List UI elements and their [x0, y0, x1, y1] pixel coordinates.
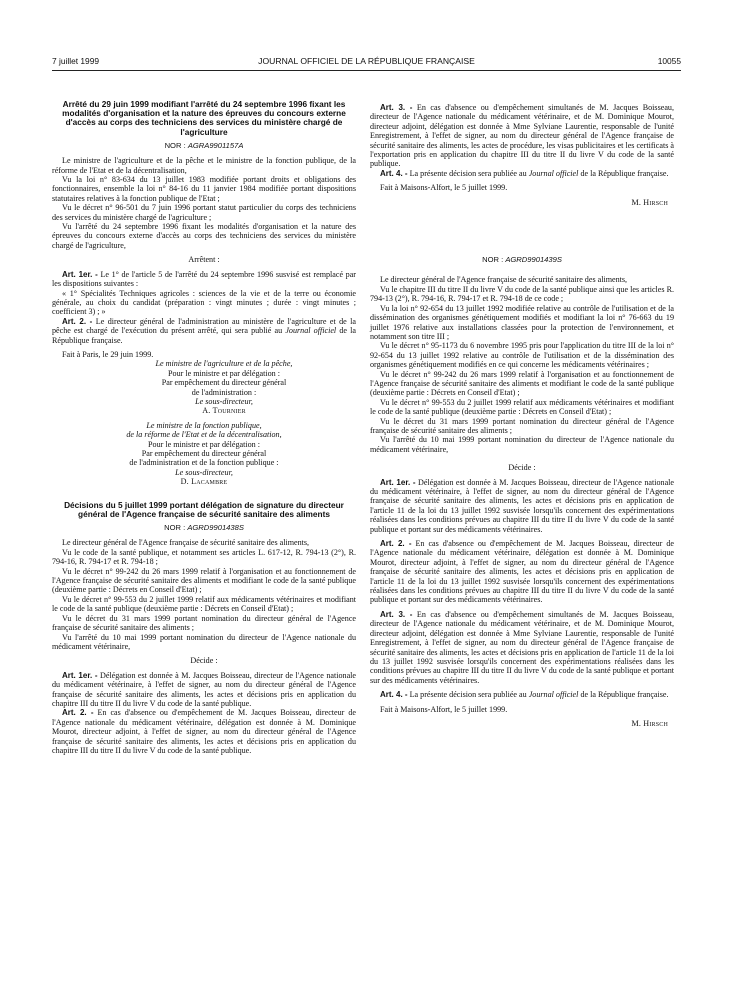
article-quote: « 1° Spécialités Techniques agricoles : sciences de la vie et de la terre ou économie générale, au choix du candidat (préparation : vingt minutes ; durée : vingt minutes ; coefficient 3) ; » [52, 288, 356, 317]
journal-officiel-ref: Journal officiel [285, 326, 337, 336]
article-label: Art. 1er. - [380, 477, 416, 487]
journal-officiel-ref: Journal officiel [528, 690, 579, 700]
decide-heading: Décide : [508, 463, 536, 473]
article-label: Art. 1er. - [62, 670, 98, 680]
preamble: Le ministre de l'agriculture et de la pêche et le ministre de la fonction publique, de la réforme de l'Etat et de la décentralisation, [52, 156, 356, 175]
article-3 [370, 610, 674, 685]
fait-a: Fait à Maisons-Alfort, le 5 juillet 1999. [380, 183, 508, 193]
article-label: Art. 3. - [380, 609, 413, 619]
signatory-name: M. Hirsch [631, 718, 668, 728]
signature-line: Par empêchement du directeur général [161, 378, 287, 388]
article-text: En cas d'absence ou d'empêchement simultanés de M. Jacques Boisseau, directeur de l'Agence nationale du médicament vétérinaire, et de M. Dominique Mourot, directeur adjoint, délégation est donnée à Mme Sylviane Laurentie, responsable de l'unité Enregistrement, à l'effet de signer, au nom du directeur général de l'Agence française de sécurité sanitaire des aliments, les actes et décisions pris en application de l'article 11 de la loi du 13 juillet 1992 susvisée lorsqu'ils concernent des expérimentations réalisées dans les conditions prévues au chapitre III du titre II du livre V du code de la santé publique et portant sur des médicaments vétérinaires. [370, 609, 674, 685]
decide-heading: Décide : [190, 656, 218, 666]
article-text: En cas d'absence ou d'empêchement de M. Jacques Boisseau, directeur de l'Agence nationale du médicament vétérinaire, délégation est donnée à M. Dominique Mourot, directeur adjoint, à l'effet de signer, au nom du directeur général de l'Agence française de sécurité sanitaire des aliments, les actes et décisions pris en application du chapitre III du titre II du livre V du code de la santé publique. [52, 708, 356, 755]
journal-title: JOURNAL OFFICIEL DE LA RÉPUBLIQUE FRANÇAISE [258, 56, 475, 66]
article-text: La présente décision sera publiée au [409, 690, 527, 700]
signature-line: Pour le ministre et par délégation : [148, 439, 260, 449]
nor-code: AGRA9901157A [187, 140, 244, 150]
visa: Vu le décret n° 95-1173 du 6 novembre 1995 pris pour l'application du titre III de la loi n° 92-654 du 13 juillet 1992 relative au contrôle de l'utilisation et de la dissémination des organismes génétiquement modifiés en ce qui concerne les médicaments vétérinaires ; [370, 341, 674, 370]
right-column [370, 103, 674, 728]
arrete-title: Arrêté du 29 juin 1999 modifiant l'arrêté du 24 septembre 1996 fixant les modalités d'organisation et la nature des épreuves du concours externe d'accès au corps des techniciens des services du ministère chargé de l'agriculture [62, 99, 346, 137]
issue-date: 7 juillet 1999 [52, 56, 100, 66]
signature-line: Par empêchement du directeur général [141, 449, 267, 458]
signatory-name: A. Tournier [202, 406, 246, 416]
visa: Vu le décret n° 99-553 du 2 juillet 1999 relatif aux médicaments vétérinaires et modifiant le code de la santé publique (deuxième partie : Décrets en Conseil d'Etat) ; [370, 397, 674, 417]
visa: Vu le chapitre III du titre II du livre V du code de la santé publique ainsi que les articles R. 794-13 (2°), R. 794-16, R. 794-17 et R. 794-18 de ce code ; [370, 284, 674, 304]
article-text: En cas d'absence ou d'empêchement simultanés de M. Jacques Boisseau, directeur de l'Agence nationale du médicament vétérinaire, et de M. Dominique Mourot, directeur adjoint, délégation est donnée à Mme Sylviane Laurentie, responsable de l'unité Enregistrement, à l'effet de signer, au nom du directeur général de l'Agence française de sécurité sanitaire des aliments, les actes de procédure, les visas publicitaires et les certificats à l'exportation pris en application du chapitre III du titre II du livre V du code de la santé publique. [370, 103, 674, 169]
signatory-name: D. Lacambre [180, 477, 228, 487]
signatory-name: M. Hirsch [631, 197, 668, 207]
visa: Vu le code de la santé publique, et notamment ses articles L. 617-12, R. 794-13 (2°), R. 794-16, R. 794-17 et R. 794-18 ; [52, 547, 356, 567]
article-4 [370, 690, 674, 699]
nor-label: NOR : [164, 140, 186, 150]
article-3 [370, 103, 674, 169]
article-label: Art. 2. - [62, 316, 93, 326]
article-label: Art. 4. - [380, 690, 408, 700]
nor-reference [52, 141, 356, 150]
visa: Vu la loi n° 92-654 du 13 juillet 1992 modifiée relative au contrôle de l'utilisation et de la dissémination des organismes génétiquement modifiés et modifiant la loi n° 76-663 du 19 juillet 1976 relative aux installations classées pour la protection de l'environnement, et notamment son titre III ; [370, 303, 674, 341]
fait-a: Fait à Maisons-Alfort, le 5 juillet 1999. [380, 704, 508, 714]
fait-a: Fait à Paris, le 29 juin 1999. [62, 349, 154, 359]
visa: Vu la loi n° 83-634 du 13 juillet 1983 modifiée portant droits et obligations des fonctionnaires, ensemble la loi n° 84-16 du 11 janvier 1984 modifiée portant dispositions statutaires relatives à la fonction publique de l'Etat ; [52, 175, 356, 203]
visa: Vu l'arrêté du 24 septembre 1996 fixant les modalités d'organisation et la nature des épreuves du concours externe d'accès au corps des techniciens des services du ministère chargé de l'agriculture, [52, 222, 356, 250]
header-rule [52, 70, 681, 71]
nor-code: AGRD9901438S [187, 523, 244, 533]
visa: Vu le décret n° 99-242 du 26 mars 1999 relatif à l'organisation et au fonctionnement de l'Agence française de sécurité sanitaire des aliments et modifiant le code de la santé publique (deuxième partie : Décrets en Conseil d'Etat) ; [52, 566, 356, 595]
article-label: Art. 4. - [380, 168, 408, 178]
article-2 [52, 708, 356, 755]
visa: Vu le décret n° 99-242 du 26 mars 1999 relatif à l'organisation et au fonctionnement de l'Agence française de sécurité sanitaire des aliments et modifiant le code de la santé publique (deuxième partie : Décrets en Conseil d'Etat) ; [370, 369, 674, 398]
signature-line: Pour le ministre et par délégation : [168, 368, 280, 378]
journal-officiel-ref: Journal officiel [528, 168, 579, 178]
visa: Vu le décret n° 99-553 du 2 juillet 1999 relatif aux médicaments vétérinaires et modifiant le code de la santé publique (deuxième partie : Décrets en Conseil d'Etat) ; [52, 594, 356, 614]
preamble: Le directeur général de l'Agence française de sécurité sanitaire des aliments, [380, 275, 628, 285]
article-2 [370, 539, 674, 605]
page-header [52, 56, 681, 70]
nor-reference [52, 523, 356, 532]
signature-line: Le sous-directeur, [195, 396, 253, 406]
article-label: Art. 2. - [380, 539, 412, 549]
signature-line: de la réforme de l'Etat et de la décentralisation, [126, 430, 282, 440]
signature-line: de l'administration et de la fonction publique : [129, 458, 279, 468]
article-text: Délégation est donnée à M. Jacques Boisseau, directeur de l'Agence nationale du médicament vétérinaire, à l'effet de signer, au nom du directeur général de l'Agence française de sécurité sanitaire des aliments, les actes et décisions pris en application de l'article 11 de la loi du 13 juillet 1992 susvisée lorsqu'ils concernent des expérimentations réalisées dans les conditions prévues au chapitre III du titre II du livre V du code de la santé publique et portant sur des médicaments vétérinaires. [370, 477, 675, 534]
signature-line: Le sous-directeur, [175, 467, 233, 477]
preamble: Le directeur général de l'Agence française de sécurité sanitaire des aliments, [62, 538, 310, 548]
article-text: Le 1° de l'article 5 de l'arrêté du 24 septembre 1996 susvisé est remplacé par les dispositions suivantes : [52, 269, 356, 289]
visa: Vu l'arrêté du 10 mai 1999 portant nomination du directeur de l'Agence nationale du médicament vétérinaire, [52, 632, 356, 651]
signature-line: Le ministre de l'agriculture et de la pêche, [155, 359, 293, 369]
visa: Vu l'arrêté du 10 mai 1999 portant nomination du directeur de l'Agence nationale du médicament vétérinaire, [370, 435, 674, 454]
article-4 [370, 169, 674, 178]
nor-code: AGRD9901439S [505, 255, 562, 265]
arretent-heading: Arrêtent : [188, 255, 220, 265]
article-text: Le directeur général de l'administration au ministère de l'agriculture et de la pêche est chargé de l'exécution du présent arrêté, qui sera publié au [52, 316, 357, 336]
nor-reference [370, 255, 674, 264]
article-text: La présente décision sera publiée au [409, 168, 527, 178]
article-text: de la République française. [580, 690, 669, 700]
decision-title: Décisions du 5 juillet 1999 portant délégation de signature du directeur général de l'Agence française de sécurité sanitaire des aliments [64, 499, 344, 519]
article-text: Délégation est donnée à M. Jacques Boisseau, directeur de l'Agence nationale du médicament vétérinaire, à l'effet de signer, au nom du directeur général de l'Agence française de sécurité sanitaire des aliments, les actes et décisions pris en application du chapitre III du titre II du livre V du code de la santé publique. [52, 670, 357, 708]
article-label: Art. 3. - [380, 103, 413, 112]
visa: Vu le décret du 31 mars 1999 portant nomination du directeur général de l'Agence française de sécurité sanitaire des aliments ; [370, 416, 674, 435]
page-number: 10055 [657, 56, 681, 66]
article-1 [52, 671, 356, 709]
signature-line: Le ministre de la fonction publique, [146, 420, 262, 430]
visa: Vu le décret n° 96-501 du 7 juin 1996 portant statut particulier du corps des techniciens des services du ministère chargé de l'agriculture ; [52, 203, 356, 222]
article-1 [52, 270, 356, 289]
visa: Vu le décret du 31 mars 1999 portant nomination du directeur général de l'Agence française de sécurité sanitaire des aliments ; [52, 613, 356, 633]
article-text: de la République française. [580, 168, 669, 178]
article-label: Art. 2. - [62, 708, 94, 718]
nor-label: NOR : [164, 523, 186, 533]
article-text: En cas d'absence ou d'empêchement de M. Jacques Boisseau, directeur de l'Agence nationale du médicament vétérinaire, délégation est donnée à M. Dominique Mourot, directeur adjoint, à l'effet de signer, au nom du directeur général de l'Agence française de sécurité sanitaire des aliments, les actes et décisions pris en application de l'article 11 de la loi du 13 juillet 1992 susvisée lorsqu'ils concernent des expérimentations réalisées dans les conditions prévues au chapitre III du titre II du livre V du code de la santé publique et portant sur des médicaments vétérinaires. [370, 539, 674, 605]
nor-label: NOR : [482, 255, 504, 265]
signature-line: de l'administration : [191, 387, 257, 397]
article-label: Art. 1er. - [62, 269, 98, 279]
article-1 [370, 478, 674, 534]
left-column [52, 100, 356, 755]
article-2 [52, 317, 356, 345]
article-text: de la République française. [52, 326, 356, 345]
